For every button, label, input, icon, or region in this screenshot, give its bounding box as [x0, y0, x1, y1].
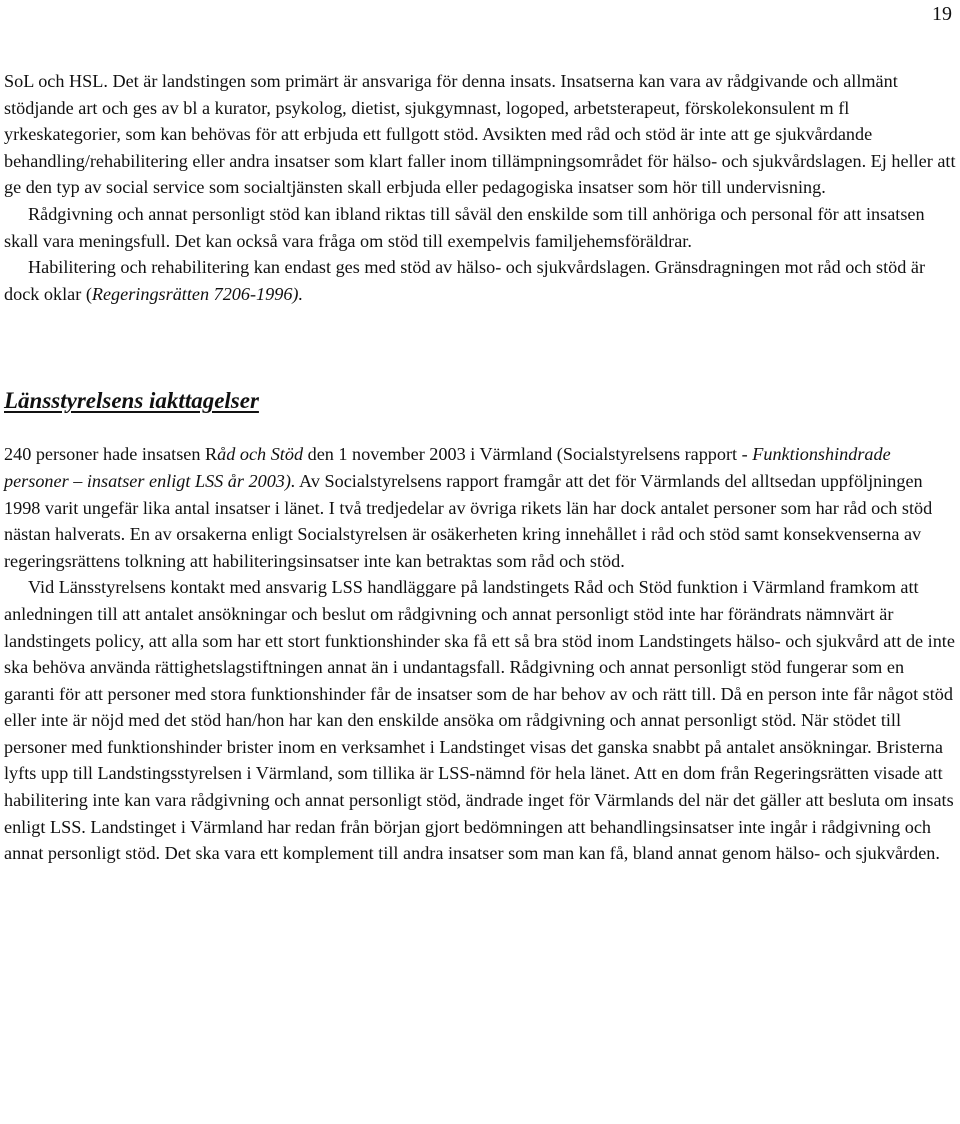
document-body — [4, 68, 956, 867]
paragraph — [4, 201, 956, 254]
paragraph — [4, 574, 956, 867]
paragraph — [4, 254, 956, 307]
text-run: 240 personer hade insatsen R — [4, 444, 218, 465]
paragraph — [4, 441, 956, 574]
text-run: Vid Länsstyrelsens kontakt med ansvarig LSS handläggare på landstingets Råd och Stöd funktion i Värmland framkom att anledningen till att antalet ansökningar och beslut om rådgivning och annat personligt stöd inte har förändrats nämnvärt är landstingets policy, att alla som har ett stort funktionshinder ska få ett så bra stöd inom Landstingets hälso- och sjukvård att de inte ska behöva använda rättighetslagstiftningen annat än i undantagsfall. Rådgivning och annat personligt stöd fungerar som en garanti för att personer med stora funktionshinder får de insatser som de har behov av och rätt till. Då en person inte får något stöd eller inte är nöjd med det stöd han/hon har kan den enskilde ansöka om rådgivning och annat personligt stöd. När stödet till personer med funktionshinder brister inom en verksamhet i Landstinget visas det ganska snabbt på antalet ansökningar. Bristerna lyfts upp till Landstingsstyrelsen i Värmland, som tillika är LSS-nämnd för hela länet. Att en dom från Regeringsrätten visade att habilitering inte kan vara rådgivning och annat personligt stöd, ändrade inget för Värmlands del när det gäller att besluta om insats enligt LSS. Landstinget i Värmland har redan från början gjort bedömningen att behandlingsinsatser inte ingår i rådgivning och annat personligt stöd. Det ska vara ett komplement till andra insatser som man kan få, bland annat genom hälso- och sjukvården. — [4, 577, 955, 864]
text-run: SoL och HSL. Det är landstingen som primärt är ansvariga för denna insats. Insatserna kan vara av rådgivande och allmänt stödjande art och ges av bl a kurator, psykolog, dietist, sjukgymnast, logoped, arbetsterapeut, förskolekonsulent m fl yrkeskategorier, som kan behövas för att erbjuda ett fullgott stöd. Avsikten med råd och stöd är inte att ge sjukvårdande behandling/rehabilitering eller andra insatser som klart faller inom tillämpningsområdet för hälso- och sjukvårdslagen. Ej heller att ge den typ av social service som socialtjänsten skall erbjuda eller pedagogiska insatser som hör till undervisning. — [4, 71, 956, 198]
text-run: den 1 november 2003 i Värmland (Socialstyrelsens rapport - — [303, 444, 753, 465]
section-intro — [4, 68, 956, 307]
section-observations — [4, 441, 956, 867]
text-run: Habilitering och rehabilitering kan endast ges med stöd av hälso- och sjukvårdslagen. Gränsdragningen mot råd och stöd är dock oklar ( — [4, 257, 926, 304]
paragraph — [4, 68, 956, 201]
text-run: Av Socialstyrelsens rapport framgår att det för Värmlands del alltsedan uppföljningen 1998 varit ungefär lika antal insatser i länet. I två tredjedelar av övriga rikets län har dock antalet personer som har råd och stöd nästan halverats. En av orsakerna enligt Socialstyrelsen är osäkerheten kring innehållet i råd och stöd samt konsekvenserna av regeringsrättens tolkning att habiliteringsinsatser inte kan betraktas som råd och stöd. — [4, 470, 933, 571]
italic-text: Regeringsrätten 7206-1996). — [91, 283, 304, 304]
section-heading: Länsstyrelsens iakttagelser — [4, 388, 259, 414]
text-run: Rådgivning och annat personligt stöd kan ibland riktas till såväl den enskilde som till anhöriga och personal för att insatsen skall vara meningsfull. Det kan också vara fråga om stöd till exempelvis familjehemsföräldrar. — [4, 203, 925, 251]
italic-text: Funktionshindrade personer – insatser enligt LSS år 2003). — [4, 444, 891, 491]
italic-text: åd och Stöd — [217, 444, 304, 465]
page-number: 19 — [932, 3, 952, 25]
